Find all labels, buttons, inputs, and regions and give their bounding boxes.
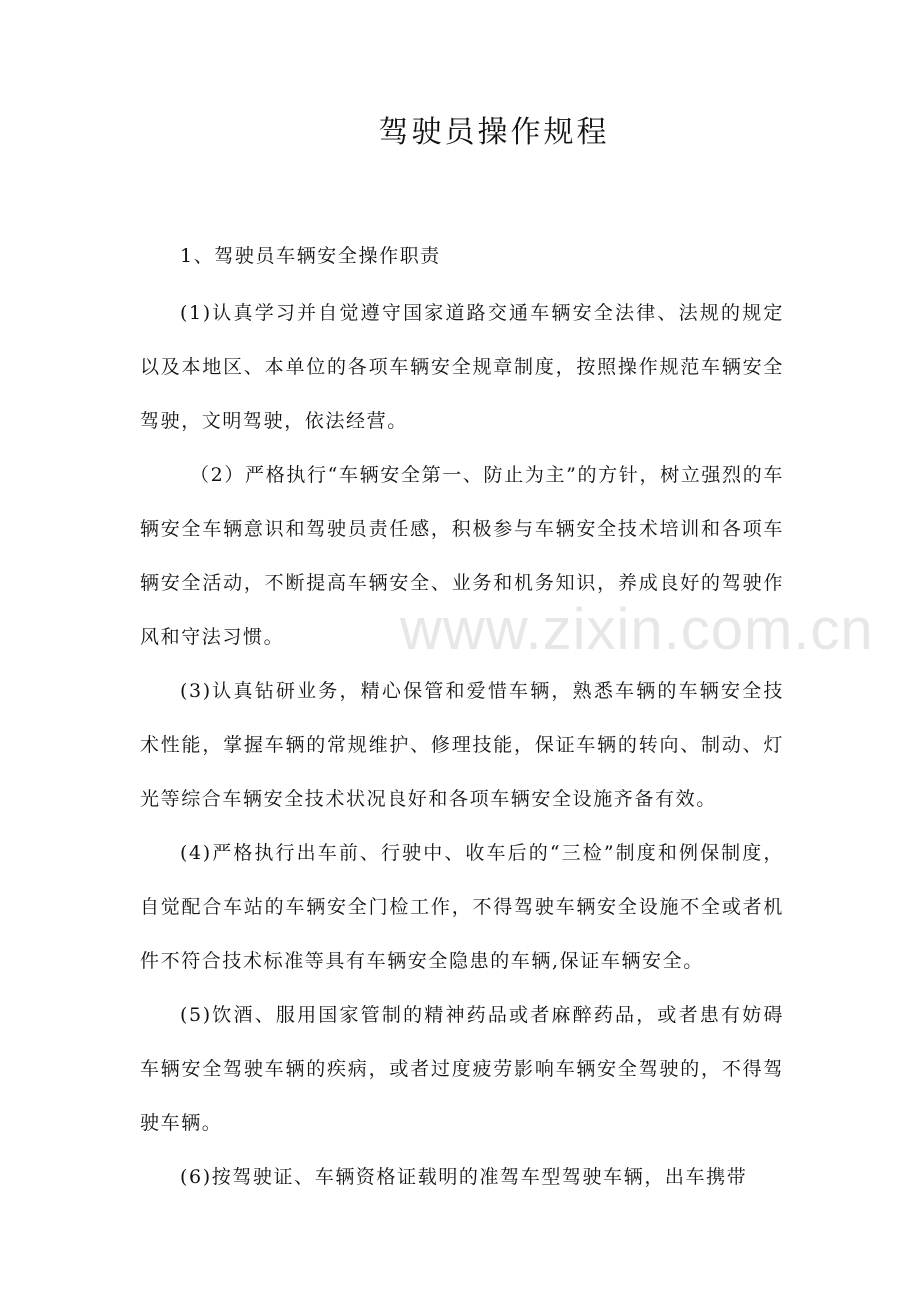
paragraph-1: (1)认真学习并自觉遵守国家道路交通车辆安全法律、法规的规定以及本地区、本单位的各项车辆安全规章制度，按照操作规范车辆安全驾驶，文明驾驶，依法经营。 bbox=[140, 302, 784, 432]
watermark: www.zixin.com.cn bbox=[400, 597, 874, 662]
paragraph-6: (6)按驾驶证、车辆资格证载明的准驾车型驾驶车辆，出车携带 bbox=[180, 1166, 748, 1188]
document-title: 驾驶员操作规程 bbox=[378, 115, 610, 150]
section-heading: 1、驾驶员车辆安全操作职责 bbox=[180, 245, 441, 267]
document-body bbox=[140, 230, 784, 1204]
paragraph-3: (3)认真钻研业务，精心保管和爱惜车辆，熟悉车辆的车辆安全技术性能，掌握车辆的常规维护、修理技能，保证车辆的转向、制动、灯光等综合车辆安全技术状况良好和各项车辆安全设施齐备有效。 bbox=[140, 680, 784, 810]
paragraph-2: （2）严格执行“车辆安全第一、防止为主”的方针，树立强烈的车辆安全车辆意识和驾驶员责任感，积极参与车辆安全技术培训和各项车辆安全活动，不断提高车辆安全、业务和机务知识，养成良好的驾驶作风和守法习惯。 bbox=[140, 464, 784, 648]
paragraph-5: (5)饮酒、服用国家管制的精神药品或者麻醉药品，或者患有妨碍车辆安全驾驶车辆的疾病，或者过度疲劳影响车辆安全驾驶的，不得驾驶车辆。 bbox=[140, 1004, 784, 1134]
paragraph-4: (4)严格执行出车前、行驶中、收车后的“三检”制度和例保制度，自觉配合车站的车辆安全门检工作，不得驾驶车辆安全设施不全或者机件不符合技术标准等具有车辆安全隐患的车辆,保证车辆安全。 bbox=[140, 842, 784, 972]
